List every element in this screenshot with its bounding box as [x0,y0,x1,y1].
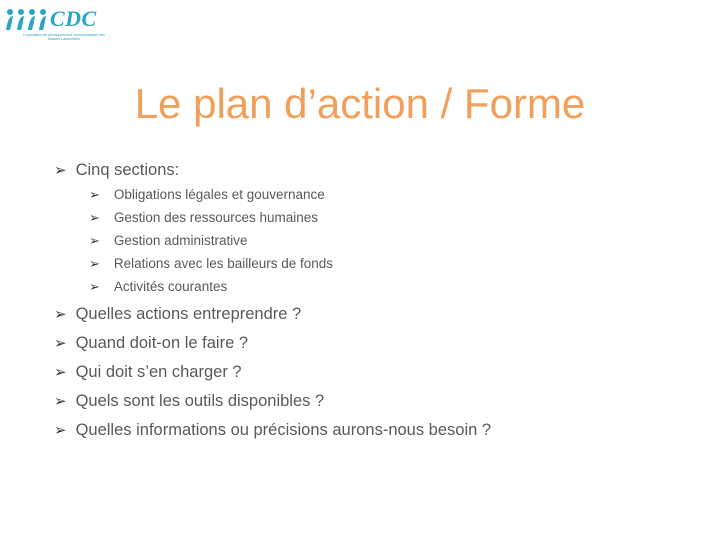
question-text: Quelles actions entreprendre ? [75,305,302,323]
section-text: Gestion administrative [113,233,248,248]
question-text: Quelles informations ou précisions aurons-nous besoin ? [75,421,492,439]
arrow-bullet-icon: ➢ [54,162,67,179]
list-item-section [89,279,227,294]
list-item-section [89,210,318,225]
intro-text: Cinq sections: [75,161,180,179]
logo-tagline: Corporation de développement communautaire des Basses-Laurentides [23,33,105,42]
list-item-question [54,421,491,440]
arrow-bullet-icon: ➢ [89,233,100,248]
page-title: Le plan d’action / Forme [134,80,586,128]
arrow-bullet-icon: ➢ [89,279,100,294]
arrow-bullet-icon: ➢ [54,335,67,352]
arrow-bullet-icon: ➢ [54,306,67,323]
arrow-bullet-icon: ➢ [54,422,67,439]
arrow-bullet-icon: ➢ [89,210,100,225]
list-item-question [54,334,248,353]
cdc-logo [4,2,108,48]
section-text: Activités courantes [113,279,228,294]
section-text: Gestion des ressources humaines [113,210,319,225]
question-text: Quels sont les outils disponibles ? [75,392,325,410]
arrow-bullet-icon: ➢ [89,187,100,202]
arrow-bullet-icon: ➢ [54,393,67,410]
list-item-question [54,363,242,382]
list-item-section [89,256,333,271]
list-item-section [89,233,247,248]
logo-text: CDC [50,6,97,31]
list-item-section [89,187,325,202]
people-figures-icon [4,8,52,30]
list-item-question [54,305,301,324]
section-text: Obligations légales et gouvernance [113,187,325,202]
question-text: Quand doit-on le faire ? [75,334,249,352]
arrow-bullet-icon: ➢ [89,256,100,271]
question-text: Qui doit s’en charger ? [75,363,242,381]
section-text: Relations avec les bailleurs de fonds [113,256,334,271]
list-item-intro [54,161,179,180]
list-item-question [54,392,324,411]
arrow-bullet-icon: ➢ [54,364,67,381]
